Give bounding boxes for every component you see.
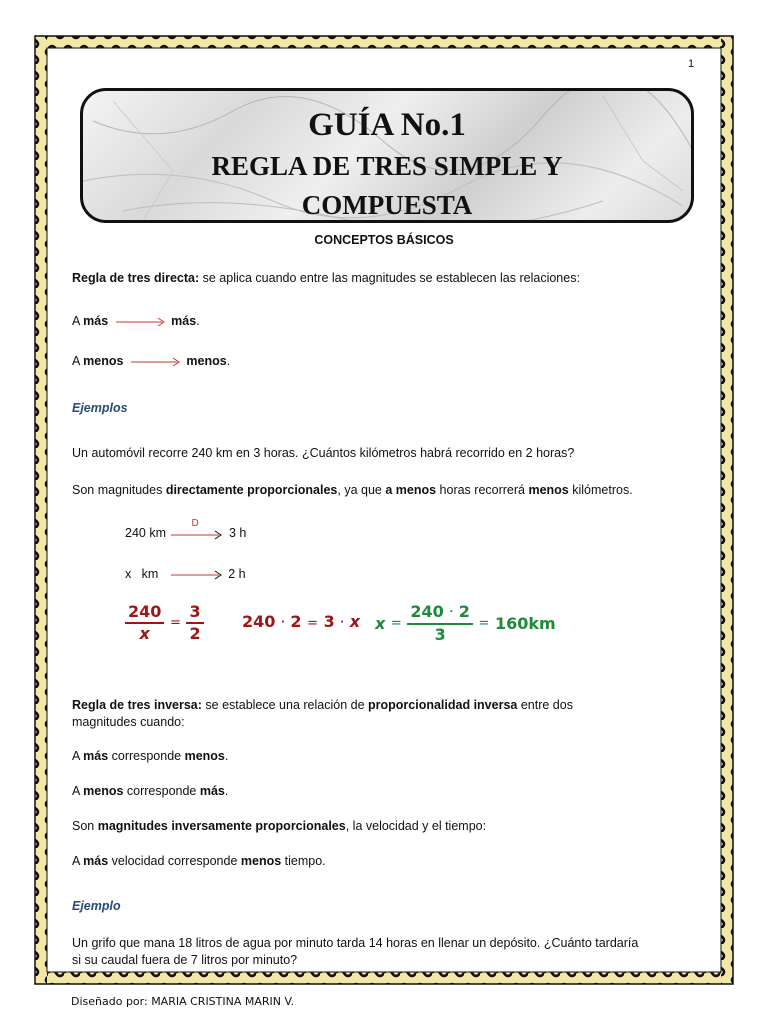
row-bold-2: más: [199, 784, 225, 798]
term: 240: [242, 612, 276, 631]
multiply-dot: ·: [340, 617, 345, 628]
guide-subtitle-line1: REGLA DE TRES SIMPLE Y: [211, 151, 563, 181]
bold-run: proporcionalidad inversa: [368, 698, 518, 712]
inversa-explanation: [72, 818, 486, 835]
equals-sign: =: [390, 615, 402, 631]
text-line: Un grifo que mana 18 litros de agua por minuto tarda 14 horas en llenar un depósito. ¿Cuánto tardaría: [72, 936, 639, 950]
inversa-row-velocidad: [72, 853, 326, 870]
row-suffix: .: [196, 314, 200, 328]
row-bold-2: menos: [240, 854, 282, 868]
row-suffix: tiempo.: [281, 854, 326, 868]
page-number: 1: [688, 58, 695, 70]
equals-sign: =: [169, 615, 181, 631]
term: 2: [458, 602, 470, 621]
right-arrow-icon: [127, 356, 183, 368]
denominator: 3: [434, 624, 446, 644]
title-banner: [80, 88, 694, 223]
text-run: se establece una relación de: [201, 698, 369, 712]
term: 3: [323, 612, 335, 631]
text-line: si su caudal fuera de 7 litros por minuto?: [72, 953, 298, 967]
equation-ratio: [125, 602, 204, 644]
bold-run: magnitudes inversamente proporcionales: [97, 819, 346, 833]
ejemplo-heading: Ejemplo: [72, 899, 121, 913]
right-arrow-icon: [169, 569, 225, 581]
row-middle: corresponde: [123, 784, 200, 798]
fraction-solution: [407, 602, 473, 645]
ejemplos-heading: Ejemplos: [72, 401, 128, 415]
row-bold-2: menos: [184, 749, 225, 763]
fraction-left: [125, 602, 164, 644]
term: x: [349, 612, 361, 631]
inversa-definition: [72, 697, 573, 731]
term: 240: [410, 602, 444, 621]
numerator: [407, 602, 473, 625]
text-run: , ya que: [337, 483, 386, 497]
row-suffix: .: [226, 354, 231, 368]
row-bold-1: más: [83, 314, 109, 328]
proportion-line-2: [125, 566, 246, 583]
row-prefix: A: [72, 749, 84, 763]
row-middle: velocidad corresponde: [108, 854, 241, 868]
text-run: horas recorrerá: [436, 483, 529, 497]
row-prefix: A: [72, 354, 84, 368]
row-bold-2: menos: [186, 354, 227, 368]
directa-text: se aplica cuando entre las magnitudes se establecen las relaciones:: [199, 271, 580, 285]
arrow-label: D: [191, 517, 199, 529]
row-middle: corresponde: [108, 749, 185, 763]
text-run: kilómetros.: [568, 483, 633, 497]
example1-problem: Un automóvil recorre 240 km en 3 horas. ¿Cuántos kilómetros habrá recorrido en 2 horas?: [72, 446, 575, 460]
row-bold-2: más: [171, 314, 197, 328]
result: 160km: [494, 613, 556, 633]
equation-cross-multiply: [242, 612, 360, 631]
example1-explanation: [72, 482, 633, 499]
text-run: , la velocidad y el tiempo:: [345, 819, 487, 833]
quantity-left: x km: [125, 567, 159, 581]
fraction-right: [186, 602, 203, 644]
row-suffix: .: [224, 784, 229, 798]
row-bold-1: menos: [83, 354, 124, 368]
bold-run: directamente proporcionales: [165, 483, 338, 497]
numerator: 3: [186, 602, 203, 624]
row-bold-1: más: [83, 854, 109, 868]
quantity-right: 3 h: [228, 526, 247, 540]
quantity-left: 240 km: [125, 526, 166, 540]
text-run: Son magnitudes: [72, 483, 166, 497]
variable: x: [375, 613, 386, 633]
directa-row-menos: [72, 353, 230, 370]
inversa-row-menos: [72, 783, 228, 800]
text-run: magnitudes cuando:: [72, 715, 185, 729]
guide-title: GUÍA No.1: [308, 107, 466, 143]
equals-sign: =: [307, 616, 318, 631]
quantity-right: 2 h: [228, 567, 246, 581]
bold-run: a menos: [385, 483, 437, 497]
numerator: 240: [125, 602, 164, 624]
right-arrow-icon: [112, 316, 168, 328]
footer-credit: Diseñado por: MARIA CRISTINA MARIN V.: [71, 995, 295, 1008]
bold-run: menos: [528, 483, 569, 497]
multiply-dot: ·: [449, 606, 454, 618]
equation-solution: [375, 602, 556, 645]
labeled-arrow: [169, 517, 225, 541]
denominator: x: [139, 624, 150, 643]
row-bold-1: menos: [83, 784, 124, 798]
directa-definition: [72, 270, 580, 287]
term: 2: [290, 612, 302, 631]
denominator: 2: [189, 624, 201, 643]
row-prefix: A: [72, 314, 84, 328]
inversa-row-mas: [72, 748, 228, 765]
row-bold-1: más: [83, 749, 109, 763]
inversa-term: Regla de tres inversa:: [72, 698, 202, 712]
directa-row-mas: [72, 313, 200, 330]
row-suffix: .: [224, 749, 229, 763]
example2-problem: [72, 935, 712, 969]
equals-sign: =: [478, 615, 490, 631]
text-run: entre dos: [517, 698, 573, 712]
section-heading: CONCEPTOS BÁSICOS: [314, 233, 454, 247]
row-prefix: A: [72, 784, 84, 798]
text-run: Son: [72, 819, 98, 833]
proportion-line-1: [125, 517, 247, 542]
row-prefix: A: [72, 854, 84, 868]
directa-term: Regla de tres directa:: [72, 271, 200, 285]
guide-subtitle-line2: COMPUESTA: [301, 190, 473, 220]
multiply-dot: ·: [280, 617, 285, 628]
